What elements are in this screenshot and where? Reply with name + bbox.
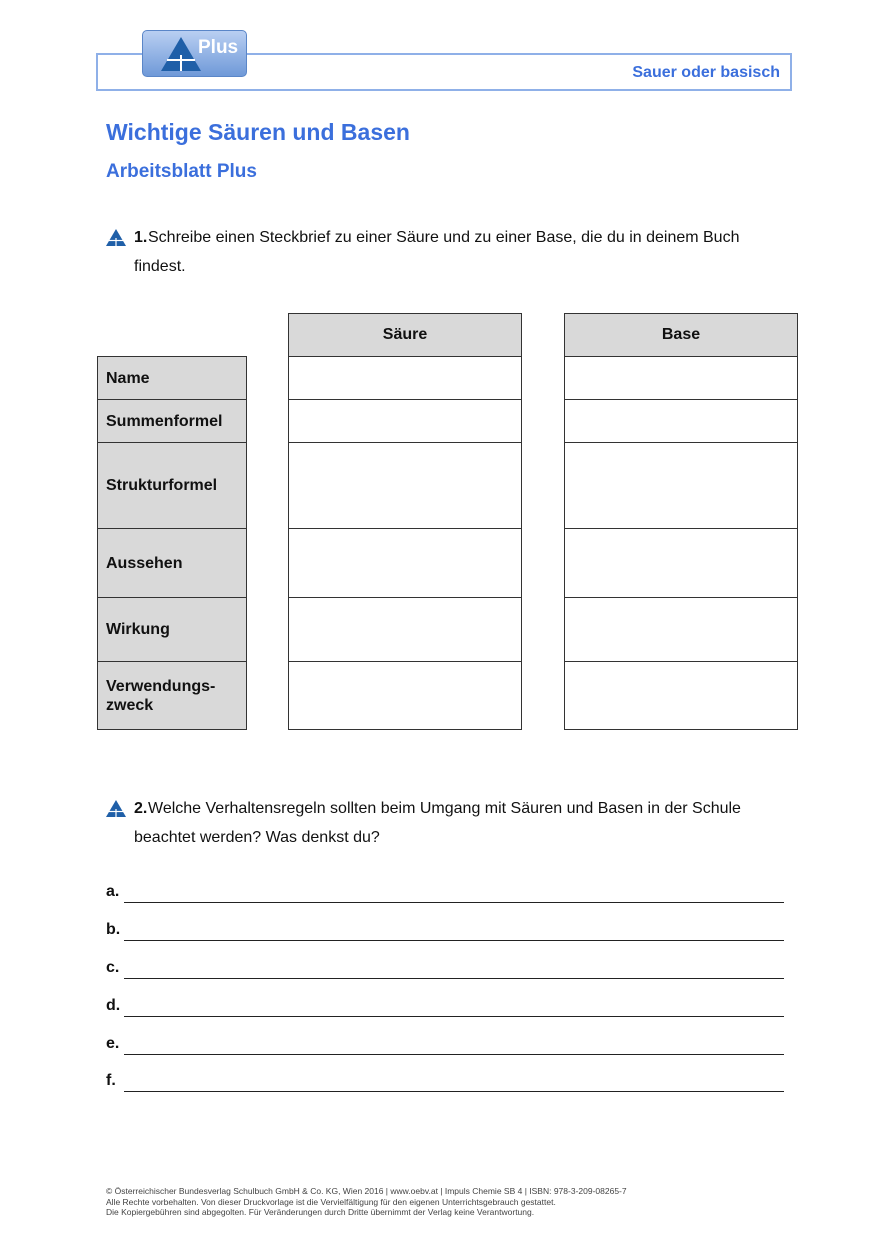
header-title: Sauer oder basisch [632,64,780,81]
row-label-strukturformel: Strukturformel [97,442,247,529]
cell-base-summenformel[interactable] [564,399,798,443]
column-header-base: Base [564,313,798,357]
cell-saeure-name[interactable] [288,356,522,400]
answer-label: e. [106,1035,120,1052]
pyramid-icon [106,229,126,246]
row-label-wirkung: Wirkung [97,597,247,662]
row-label-verwendungszweck: Verwendungs- zweck [97,661,247,730]
answer-line-f[interactable] [106,1070,784,1094]
cell-base-wirkung[interactable] [564,597,798,662]
answer-label: c. [106,959,120,976]
cell-saeure-aussehen[interactable] [288,528,522,598]
pyramid-logo-icon [159,35,203,73]
cell-saeure-verwendungszweck[interactable] [288,661,522,730]
cell-saeure-strukturformel[interactable] [288,442,522,529]
page-subtitle: Arbeitsblatt Plus [106,161,257,182]
cell-saeure-wirkung[interactable] [288,597,522,662]
footer-disclaimer: Die Kopiergebühren sind abgegolten. Für Veränderungen durch Dritte übernimmt der Verlag keine Verantwortung. [106,1207,535,1217]
footer-rights: Alle Rechte vorbehalten. Von dieser Druckvorlage ist die Vervielfältigung für den eigenen Unterrichtsgebrauch gestattet. [106,1196,556,1207]
cell-base-strukturformel[interactable] [564,442,798,529]
logo-text: Plus [198,37,239,58]
plus-logo [142,30,247,77]
answer-label: f. [106,1072,116,1089]
cell-saeure-summenformel[interactable] [288,399,522,443]
answer-line-c[interactable] [106,957,784,981]
task-2-text: Welche Verhaltensregeln sollten beim Umgang mit Säuren und Basen in der Schule beachtet werden? Was denkst du? [134,800,741,846]
cell-base-verwendungszweck[interactable] [564,661,798,730]
answer-line-b[interactable] [106,919,784,943]
answer-line-a[interactable] [106,881,784,905]
task-2-number: 2. [134,800,148,817]
footer [106,1186,627,1218]
row-label-summenformel: Summenformel [97,399,247,443]
cell-base-name[interactable] [564,356,798,400]
answer-line-e[interactable] [106,1033,784,1057]
answer-label: d. [106,997,121,1014]
answer-label: b. [106,921,121,938]
row-label-aussehen: Aussehen [97,528,247,598]
task-1 [106,223,796,283]
footer-copyright: © Österreichischer Bundesverlag Schulbuch GmbH & Co. KG, Wien 2016 | www.oebv.at | Impuls Chemie SB 4 | ISBN: 978-3-209-08265-7 [106,1186,627,1196]
answer-line-d[interactable] [106,995,784,1019]
row-label-name: Name [97,356,247,400]
task-2 [106,794,796,854]
column-header-saeure: Säure [288,313,522,357]
page-title: Wichtige Säuren und Basen [106,119,410,145]
cell-base-aussehen[interactable] [564,528,798,598]
answer-label: a. [106,883,120,900]
task-1-number: 1. [134,229,148,246]
task-1-text: Schreibe einen Steckbrief zu einer Säure und zu einer Base, die du in deinem Buch findest. [134,229,740,275]
pyramid-icon [106,800,126,817]
